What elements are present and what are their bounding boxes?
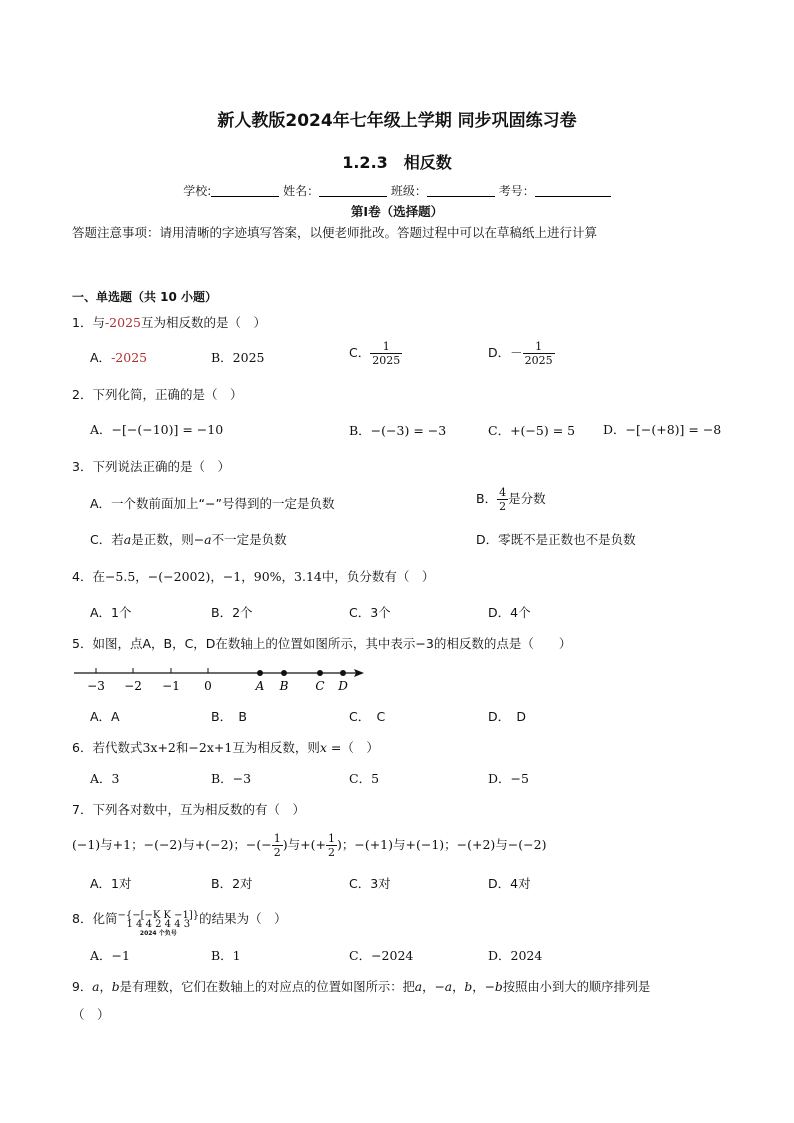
q3-b-fraction — [497, 486, 508, 513]
point-a-dot — [257, 670, 263, 676]
q5-option-d[interactable]: D． D — [488, 709, 527, 724]
q5-option-b[interactable]: B． B — [211, 709, 247, 724]
point-d-dot — [340, 670, 346, 676]
name-label: 姓名： — [283, 184, 320, 198]
tick-label: −1 — [162, 679, 180, 693]
q3-c-suffix: 不一定是负数 — [211, 532, 287, 547]
q1-d-den: 2025 — [524, 354, 553, 367]
tick-label: −3 — [87, 679, 105, 693]
q8-expression — [117, 911, 199, 938]
q1-option-c[interactable] — [349, 340, 402, 367]
q2-option-b[interactable]: B．−(−3) = −3 — [349, 423, 447, 438]
number-label: 考号： — [498, 184, 535, 198]
q6-expr1: 3x+2 — [142, 740, 176, 755]
question-3-stem: 3．下列说法正确的是（ ） — [72, 459, 230, 474]
q7-pair-4: −(+1)与+(−1)； — [354, 837, 457, 852]
q7-half-den: 2 — [273, 846, 281, 859]
q1-option-d[interactable] — [488, 340, 555, 367]
q3-c-prefix: C．若 — [90, 532, 124, 547]
q7-pair-5: −(+2)与−(−2) — [456, 837, 547, 852]
number-line-figure — [72, 662, 372, 696]
question-5-stem: 5．如图，点A，B，C，D在数轴上的位置如图所示，其中表示−3的相反数的点是（ ） — [72, 636, 572, 651]
q4-option-b[interactable]: B．2个 — [211, 605, 253, 620]
q6-prefix: 6．若代数式 — [72, 740, 143, 755]
q1-c-label: C． — [349, 345, 371, 360]
q9-sep-3: ， — [422, 980, 435, 994]
q9-var-a2: a — [414, 980, 423, 994]
q5-option-c[interactable]: C． C — [349, 709, 386, 724]
question-9-line-2: （ ） — [72, 1007, 110, 1022]
class-blank[interactable] — [427, 184, 495, 197]
q3-option-c[interactable] — [90, 530, 287, 548]
class-label: 班级： — [390, 184, 427, 198]
q1-a-label: A． — [90, 350, 112, 365]
student-info-line — [0, 182, 794, 199]
q8-expr-note: 2024 个负号 — [139, 930, 177, 937]
q6-mid: 和 — [175, 740, 189, 755]
point-b-dot — [281, 670, 287, 676]
q7-half-fraction — [272, 832, 283, 859]
school-blank[interactable] — [211, 184, 279, 197]
q7-half-num-2: 1 — [327, 832, 335, 845]
q7-option-b[interactable]: B．2对 — [211, 876, 253, 891]
point-label: B — [279, 679, 289, 693]
q7-half-num: 1 — [273, 832, 281, 845]
q1-d-num: 1 — [523, 340, 555, 354]
q8-expr-bottom: 1 4 4 2 4 4 3 — [126, 919, 191, 930]
name-blank[interactable] — [319, 184, 387, 197]
point-label: C — [315, 679, 325, 693]
q1-c-den: 2025 — [372, 354, 401, 367]
notice-text: 答题注意事项：请用清晰的字迹填写答案，以便老师批改。答题过程中可以在草稿纸上进行计算 — [72, 225, 598, 240]
q3-b-label: B． — [476, 491, 498, 506]
q3-c-mid: 是正数，则 — [131, 532, 194, 547]
q9-sep-1: ， — [99, 980, 112, 994]
q3-c-neg: −a — [193, 532, 212, 547]
q4-option-a[interactable]: A．1个 — [90, 605, 132, 620]
q3-c-var: a — [123, 532, 132, 547]
q2-option-c[interactable]: C．+(−5) = 5 — [488, 423, 576, 438]
q1-d-label: D．－ — [488, 345, 523, 360]
q1-option-a[interactable] — [90, 348, 147, 366]
q9-var-b: b — [111, 980, 120, 994]
q2-option-a[interactable]: A．−[−(−10)] = −10 — [90, 422, 224, 437]
point-label: A — [255, 679, 265, 693]
tick-label: 0 — [204, 679, 212, 693]
point-label: D — [338, 679, 348, 693]
q3-option-d[interactable]: D．零既不是正数也不是负数 — [476, 532, 636, 547]
q8-option-c[interactable]: C．−2024 — [349, 948, 414, 963]
q5-option-a[interactable]: A．A — [90, 709, 120, 724]
q9-var-b2: b — [464, 980, 473, 994]
q1-c-num: 1 — [370, 340, 402, 354]
q6-var: x — [319, 740, 327, 755]
question-4-stem — [72, 567, 434, 585]
q7-option-c[interactable]: C．3对 — [349, 876, 391, 891]
question-6-stem — [72, 738, 379, 756]
q6-suffix: 互为相反数，则 — [232, 740, 320, 755]
q7-pair-3a: −(− — [245, 837, 272, 852]
question-1-stem — [72, 313, 266, 331]
q1-number: -2025 — [104, 315, 141, 330]
q8-expr-top: −{−[−K K −1]} — [117, 910, 200, 921]
q9-var-a: a — [92, 980, 100, 994]
q4-option-c[interactable]: C．3个 — [349, 605, 391, 620]
q1-c-fraction — [370, 340, 402, 367]
q7-option-d[interactable]: D．4对 — [488, 876, 531, 891]
q2-option-d[interactable]: D．−[−(+8)] = −8 — [603, 422, 722, 437]
q3-b-num: 4 — [499, 486, 507, 499]
q6-option-a[interactable]: A．3 — [90, 771, 120, 786]
lesson-title: 1.2.3 相反数 — [342, 153, 452, 172]
tick-label: −2 — [124, 679, 142, 693]
q9-var-neg-a: −a — [434, 980, 453, 994]
question-9-stem — [72, 977, 650, 995]
q9-sep-6: 按照由小到大的顺序排列是 — [502, 980, 651, 994]
q7-pair-3b: )与+(+ — [282, 837, 326, 852]
q7-pair-2: −(−2)与+(−2)； — [143, 837, 246, 852]
q1-d-fraction — [523, 340, 555, 367]
number-blank[interactable] — [535, 184, 611, 197]
q8-suffix: 的结果为（ ） — [199, 911, 287, 926]
q4-prefix: 4．在 — [72, 569, 105, 584]
q9-sep-2: 是有理数，它们在数轴上的对应点的位置如图所示：把 — [119, 980, 415, 994]
q9-var-neg-b: −b — [484, 980, 503, 994]
question-8-stem — [72, 909, 287, 938]
q4-list: −5.5，−(−2002)，−1，90%，3.14 — [104, 569, 322, 584]
q7-option-a[interactable]: A．1对 — [90, 876, 132, 891]
q1-suffix: 互为相反数的是（ ） — [141, 315, 267, 330]
q8-option-d[interactable]: D．2024 — [488, 948, 543, 963]
q7-pair-3c: )； — [336, 837, 355, 852]
q1-a-value: -2025 — [111, 350, 148, 365]
q6-option-d[interactable]: D．−5 — [488, 771, 529, 786]
q6-expr2: −2x+1 — [188, 740, 233, 755]
q3-option-b[interactable] — [476, 486, 546, 513]
q6-end: =（ ） — [326, 740, 379, 755]
school-label: 学校: — [183, 184, 212, 198]
q6-option-b[interactable]: B．−3 — [211, 771, 252, 786]
part-heading: 一、单选题（共 10 小题） — [72, 290, 218, 304]
q6-option-c[interactable]: C．5 — [349, 771, 380, 786]
q8-option-b[interactable]: B．1 — [211, 948, 241, 963]
q7-half-fraction-2 — [326, 832, 337, 859]
q3-b-suffix: 是分数 — [508, 491, 546, 506]
q9-sep-5: ， — [472, 980, 485, 994]
q1-prefix: 1．与 — [72, 315, 105, 330]
question-2-stem: 2．下列化简，正确的是（ ） — [72, 387, 243, 402]
q7-pairs — [72, 832, 546, 859]
q7-half-den-2: 2 — [327, 846, 335, 859]
point-c-dot — [317, 670, 323, 676]
page-title: 新人教版2024年七年级上学期 同步巩固练习卷 — [217, 111, 577, 131]
q4-suffix: 中，负分数有（ ） — [321, 569, 435, 584]
section-heading: 第Ⅰ卷（选择题） — [350, 204, 444, 219]
q4-option-d[interactable]: D．4个 — [488, 605, 531, 620]
q7-pair-1: (−1)与+1； — [72, 837, 144, 852]
q1-option-b[interactable]: B．2025 — [211, 350, 265, 365]
q8-prefix: 8．化简 — [72, 911, 118, 926]
q9-sep-4: ， — [452, 980, 465, 994]
q8-option-a[interactable]: A．−1 — [90, 948, 130, 963]
q3-b-den: 2 — [499, 500, 507, 513]
question-7-stem: 7．下列各对数中，互为相反数的有（ ） — [72, 802, 305, 817]
q9-prefix: 9． — [72, 980, 93, 994]
q3-option-a[interactable]: A．一个数前面加上“−”号得到的一定是负数 — [90, 496, 335, 511]
